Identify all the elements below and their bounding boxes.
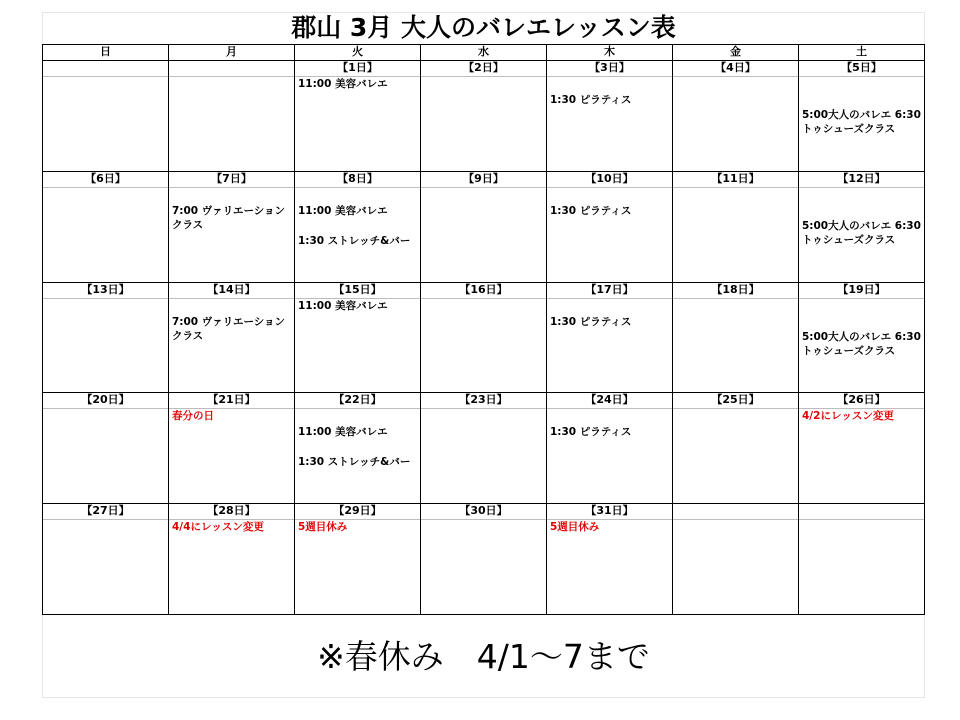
week-row: [43, 282, 925, 393]
day-date-label: 【1日】: [295, 61, 420, 77]
lesson-entry: 4/4にレッスン変更: [172, 521, 264, 534]
weekday-thu: 木: [547, 45, 673, 61]
day-cell: [43, 393, 169, 504]
day-cell: [799, 61, 925, 172]
weekday-tue: 火: [295, 45, 421, 61]
lesson-entry: 5週目休み: [550, 521, 600, 534]
lesson-entry: 11:00 美容バレエ: [298, 204, 388, 217]
lesson-entry: 5:00大人のバレエ 6:30トゥシューズクラス: [802, 109, 921, 135]
weekday-wed: 水: [421, 45, 547, 61]
day-cell: [547, 393, 673, 504]
lesson-entry: 7:00 ヴァリエーションクラス: [172, 204, 286, 231]
week-row: [43, 61, 925, 172]
lesson-entry: 5:00大人のバレエ 6:30トゥシューズクラス: [802, 330, 921, 357]
day-cell: [169, 393, 295, 504]
spring-break-note: ※春休み 4/1〜7まで: [317, 637, 650, 676]
lesson-entry: 1:30 ストレッチ&バー: [298, 456, 411, 469]
day-cell: [547, 171, 673, 282]
day-cell: [421, 282, 547, 393]
footer-note-area: [42, 615, 925, 698]
lesson-entry: 5:00大人のバレエ 6:30トゥシューズクラス: [802, 219, 921, 246]
lesson-entry: 1:30 ピラティス: [550, 204, 632, 217]
week-row: [43, 504, 925, 615]
weekday-mon: 月: [169, 45, 295, 61]
day-cell: [169, 282, 295, 393]
day-cell: [43, 504, 169, 615]
day-date-label: 【25日】: [673, 393, 798, 409]
calendar-table: [42, 44, 925, 615]
day-date-label: 【4日】: [673, 61, 798, 77]
day-date-label: 【24日】: [547, 393, 672, 409]
day-date-label: 【6日】: [43, 172, 168, 188]
day-cell: [295, 61, 421, 172]
day-cell: [547, 61, 673, 172]
day-cell: [295, 171, 421, 282]
lesson-entry: 11:00 美容バレエ: [298, 78, 388, 90]
day-cell: [169, 61, 295, 172]
lesson-entry: 春分の日: [172, 410, 214, 423]
day-date-label: 【28日】: [169, 504, 294, 520]
page-title: 郡山 3月 大人のバレエレッスン表: [291, 13, 676, 42]
day-date-label: 【27日】: [43, 504, 168, 520]
weekday-sun: 日: [43, 45, 169, 61]
day-cell: [547, 504, 673, 615]
day-cell: [673, 393, 799, 504]
day-cell: [673, 61, 799, 172]
day-cell: [43, 61, 169, 172]
day-cell: [169, 504, 295, 615]
day-date-label: 【3日】: [547, 61, 672, 77]
day-date-label: 【21日】: [169, 393, 294, 409]
day-cell: [43, 282, 169, 393]
lesson-entry: 5週目休み: [298, 521, 348, 534]
day-cell: [421, 393, 547, 504]
lesson-entry: 4/2にレッスン変更: [802, 410, 894, 423]
day-cell: [295, 282, 421, 393]
day-cell: [673, 504, 799, 615]
day-date-label: 【9日】: [421, 172, 546, 188]
day-date-label: [169, 61, 294, 77]
day-cell: [421, 61, 547, 172]
day-date-label: 【31日】: [547, 504, 672, 520]
lesson-entry: 11:00 美容バレエ: [298, 299, 388, 312]
calendar-body: [43, 61, 925, 615]
day-date-label: 【2日】: [421, 61, 546, 77]
day-date-label: 【10日】: [547, 172, 672, 188]
day-date-label: 【7日】: [169, 172, 294, 188]
day-date-label: 【17日】: [547, 283, 672, 299]
day-date-label: 【8日】: [295, 172, 420, 188]
day-cell: [421, 171, 547, 282]
day-date-label: 【11日】: [673, 172, 798, 188]
lesson-entry: 1:30 ピラティス: [550, 426, 632, 439]
day-cell: [43, 171, 169, 282]
weekday-header-row: [43, 45, 925, 61]
week-row: [43, 393, 925, 504]
lesson-entry: 7:00 ヴァリエーションクラス: [172, 315, 286, 342]
day-date-label: 【18日】: [673, 283, 798, 299]
day-date-label: 【19日】: [799, 283, 924, 299]
day-date-label: [43, 61, 168, 77]
day-date-label: [673, 504, 798, 520]
day-cell: [169, 171, 295, 282]
day-cell: [421, 504, 547, 615]
day-cell: [295, 504, 421, 615]
lesson-entry: 1:30 ストレッチ&バー: [298, 234, 411, 247]
day-date-label: 【5日】: [799, 61, 924, 77]
day-cell: [799, 171, 925, 282]
day-date-label: 【22日】: [295, 393, 420, 409]
weekday-fri: 金: [673, 45, 799, 61]
day-date-label: 【16日】: [421, 283, 546, 299]
day-cell: [673, 171, 799, 282]
day-date-label: 【23日】: [421, 393, 546, 409]
day-date-label: 【14日】: [169, 283, 294, 299]
day-date-label: 【26日】: [799, 393, 924, 409]
day-cell: [799, 393, 925, 504]
schedule-sheet: [42, 12, 925, 698]
lesson-entry: 11:00 美容バレエ: [298, 426, 388, 439]
lesson-entry: 1:30 ピラティス: [550, 94, 632, 106]
lesson-entry: 1:30 ピラティス: [550, 315, 632, 328]
day-cell: [295, 393, 421, 504]
day-cell: [547, 282, 673, 393]
day-cell: [799, 282, 925, 393]
day-date-label: 【13日】: [43, 283, 168, 299]
week-row: [43, 171, 925, 282]
day-date-label: 【15日】: [295, 283, 420, 299]
day-cell: [673, 282, 799, 393]
weekday-sat: 土: [799, 45, 925, 61]
day-date-label: 【29日】: [295, 504, 420, 520]
day-date-label: 【20日】: [43, 393, 168, 409]
day-date-label: 【30日】: [421, 504, 546, 520]
day-cell: [799, 504, 925, 615]
day-date-label: [799, 504, 924, 520]
day-date-label: 【12日】: [799, 172, 924, 188]
